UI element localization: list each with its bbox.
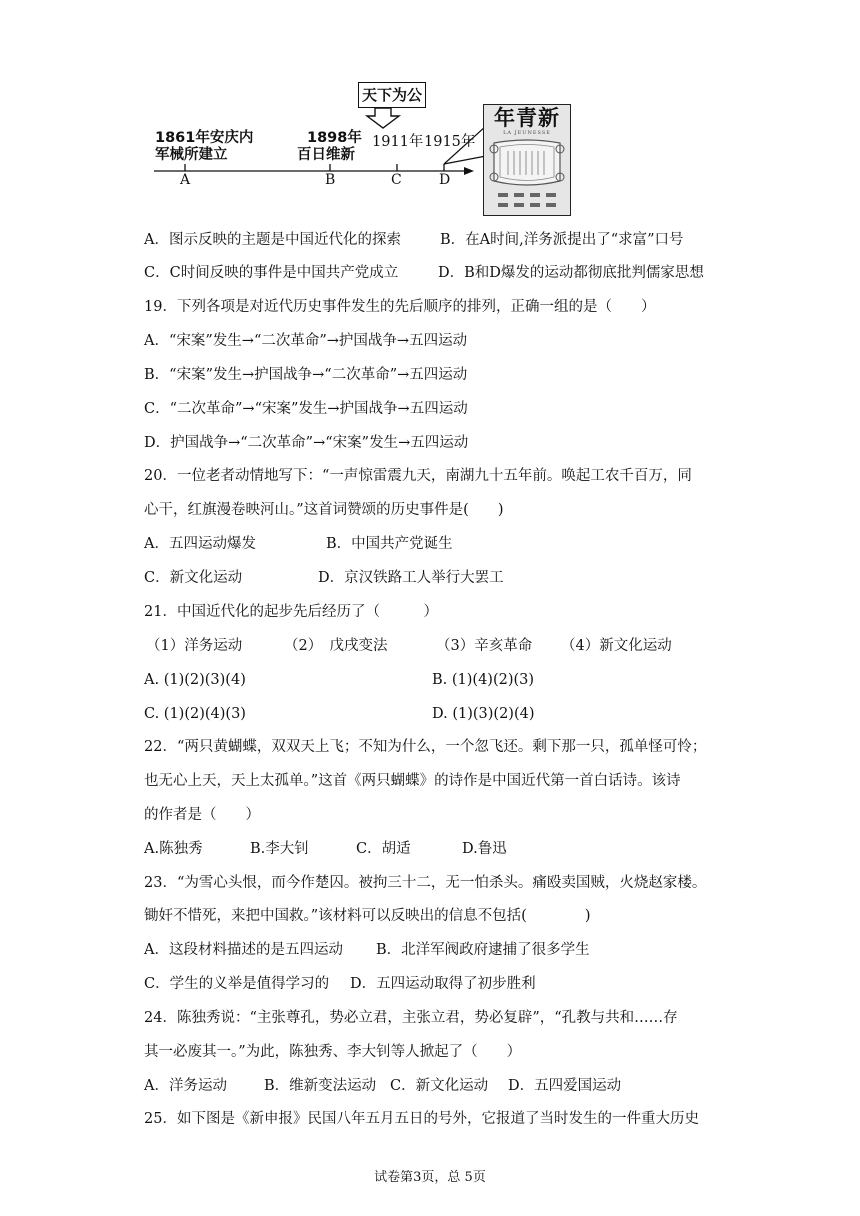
q20-option-b: B．中国共产党诞生 [326, 536, 453, 552]
q20-stem-line1: 20．一位老者动情地写下：“一声惊雷震九天，南湖九十五年前。唤起工农千百万，同 [144, 468, 692, 484]
q24-option-b: B．维新变法运动 [264, 1078, 377, 1094]
q22-stem-line1: 22．“两只黄蝴蝶，双双天上飞；不知为什么，一个忽飞还。剩下那一只，孤单怪可怜； [144, 739, 707, 755]
q23-stem-line1: 23．“为雪心头恨，而今作楚囚。被拘三十二，无一怕杀头。痛殴卖国贼，火烧赵家楼。 [144, 875, 707, 891]
q19-option-c: C．“二次革命”→“宋案”发生→护国战争→五四运动 [144, 401, 468, 417]
q24-option-a: A．洋务运动 [144, 1078, 227, 1094]
q20-option-a: A．五四运动爆发 [144, 536, 256, 552]
label-d-year: 1915年 [424, 134, 476, 150]
page-footer: 试卷第3页，总 5页 [374, 1170, 486, 1185]
q25-stem-line1: 25．如下图是《新申报》民国八年五月五日的号外，它报道了当时发生的一件重大历史 [144, 1111, 699, 1127]
q18-option-d: D．B和D爆发的运动都彻底批判儒家思想 [438, 265, 704, 281]
magazine-title: 新青年 [494, 105, 560, 130]
timeline-letter-c: C [391, 172, 402, 188]
q22-stem-line3: 的作者是（ ） [144, 807, 260, 823]
timeline-letter-a: A [180, 172, 191, 188]
q22-stem-line2: 也无心上天，天上太孤单。”这首《两只蝴蝶》的诗作是中国近代第一首白话诗。该诗 [144, 773, 681, 789]
q18-option-c: C．C时间反映的事件是中国共产党成立 [144, 265, 399, 281]
q22-option-d: D.鲁迅 [462, 841, 507, 857]
q19-option-a: A．“宋案”发生→“二次革命”→护国战争→五四运动 [144, 333, 468, 349]
q20-option-d: D．京汉铁路工人举行大罢工 [318, 570, 504, 586]
q21-item-1: （1）洋务运动 [146, 638, 243, 654]
q21-item-2: （2） 戊戌变法 [284, 638, 388, 654]
label-b-line2: 百日维新 [297, 147, 355, 163]
q21-option-a: A. (1)(2)(3)(4) [144, 672, 246, 688]
timeline-letter-d: D [439, 172, 451, 188]
q24-option-c: C．新文化运动 [390, 1078, 489, 1094]
magazine-subtitle: LA JEUNESSE [503, 130, 551, 136]
q22-option-c: C．胡适 [356, 841, 411, 857]
q24-option-d: D．五四爱国运动 [508, 1078, 622, 1094]
q23-option-b: B．北洋军阀政府逮捕了很多学生 [376, 942, 590, 958]
timeline-letter-b: B [325, 172, 336, 188]
box-label: 天下为公 [358, 82, 426, 108]
label-a-line1: 1861年安庆内 [155, 130, 254, 146]
q20-option-c: C．新文化运动 [144, 570, 243, 586]
q21-option-b: B. (1)(4)(2)(3) [432, 672, 535, 688]
label-a-line2: 军械所建立 [155, 147, 228, 163]
q18-option-a: A．图示反映的主题是中国近代化的探索 [144, 232, 401, 248]
q24-stem-line1: 24．陈独秀说：“主张尊孔，势必立君，主张立君，势必复辟”，“孔教与共和……存 [144, 1010, 678, 1026]
q20-stem-line2: 心干，红旗漫卷映河山。”这首词赞颂的历史事件是( ) [144, 502, 504, 518]
down-arrow-icon [367, 108, 399, 128]
q23-option-d: D．五四运动取得了初步胜利 [350, 976, 536, 992]
q21-item-3: （3）辛亥革命 [436, 638, 533, 654]
q23-option-a: A．这段材料描述的是五四运动 [144, 942, 343, 958]
axis-arrow-icon [464, 167, 474, 175]
q22-option-a: A.陈独秀 [144, 841, 203, 857]
q18-option-b: B．在A时间,洋务派提出了“求富”口号 [440, 232, 684, 248]
q21-stem: 21．中国近代化的起步先后经历了（ ） [144, 604, 438, 620]
label-b-line1: 1898年 [307, 130, 362, 146]
magazine-ornament [484, 137, 570, 215]
q23-option-c: C．学生的义举是值得学习的 [144, 976, 330, 992]
magazine-cover-image [483, 104, 571, 216]
q21-option-c: C. (1)(2)(4)(3) [144, 706, 246, 722]
q21-item-4: （4）新文化运动 [561, 638, 672, 654]
q19-stem: 19．下列各项是对近代历史事件发生的先后顺序的排列，正确一组的是（ ） [144, 299, 656, 315]
label-c-year: 1911年 [372, 134, 424, 150]
q23-stem-line2: 锄奸不惜死，来把中国救。”该材料可以反映出的信息不包括( ) [144, 908, 591, 924]
pointer-line [444, 156, 486, 164]
q19-option-b: B．“宋案”发生→护国战争→“二次革命”→五四运动 [144, 367, 468, 383]
q19-option-d: D．护国战争→“二次革命”→“宋案”发生→五四运动 [144, 435, 469, 451]
q22-option-b: B.李大钊 [250, 841, 309, 857]
q21-option-d: D. (1)(3)(2)(4) [432, 706, 535, 722]
q24-stem-line2: 其一必废其一。”为此，陈独秀、李大钊等人掀起了（ ） [144, 1044, 522, 1060]
